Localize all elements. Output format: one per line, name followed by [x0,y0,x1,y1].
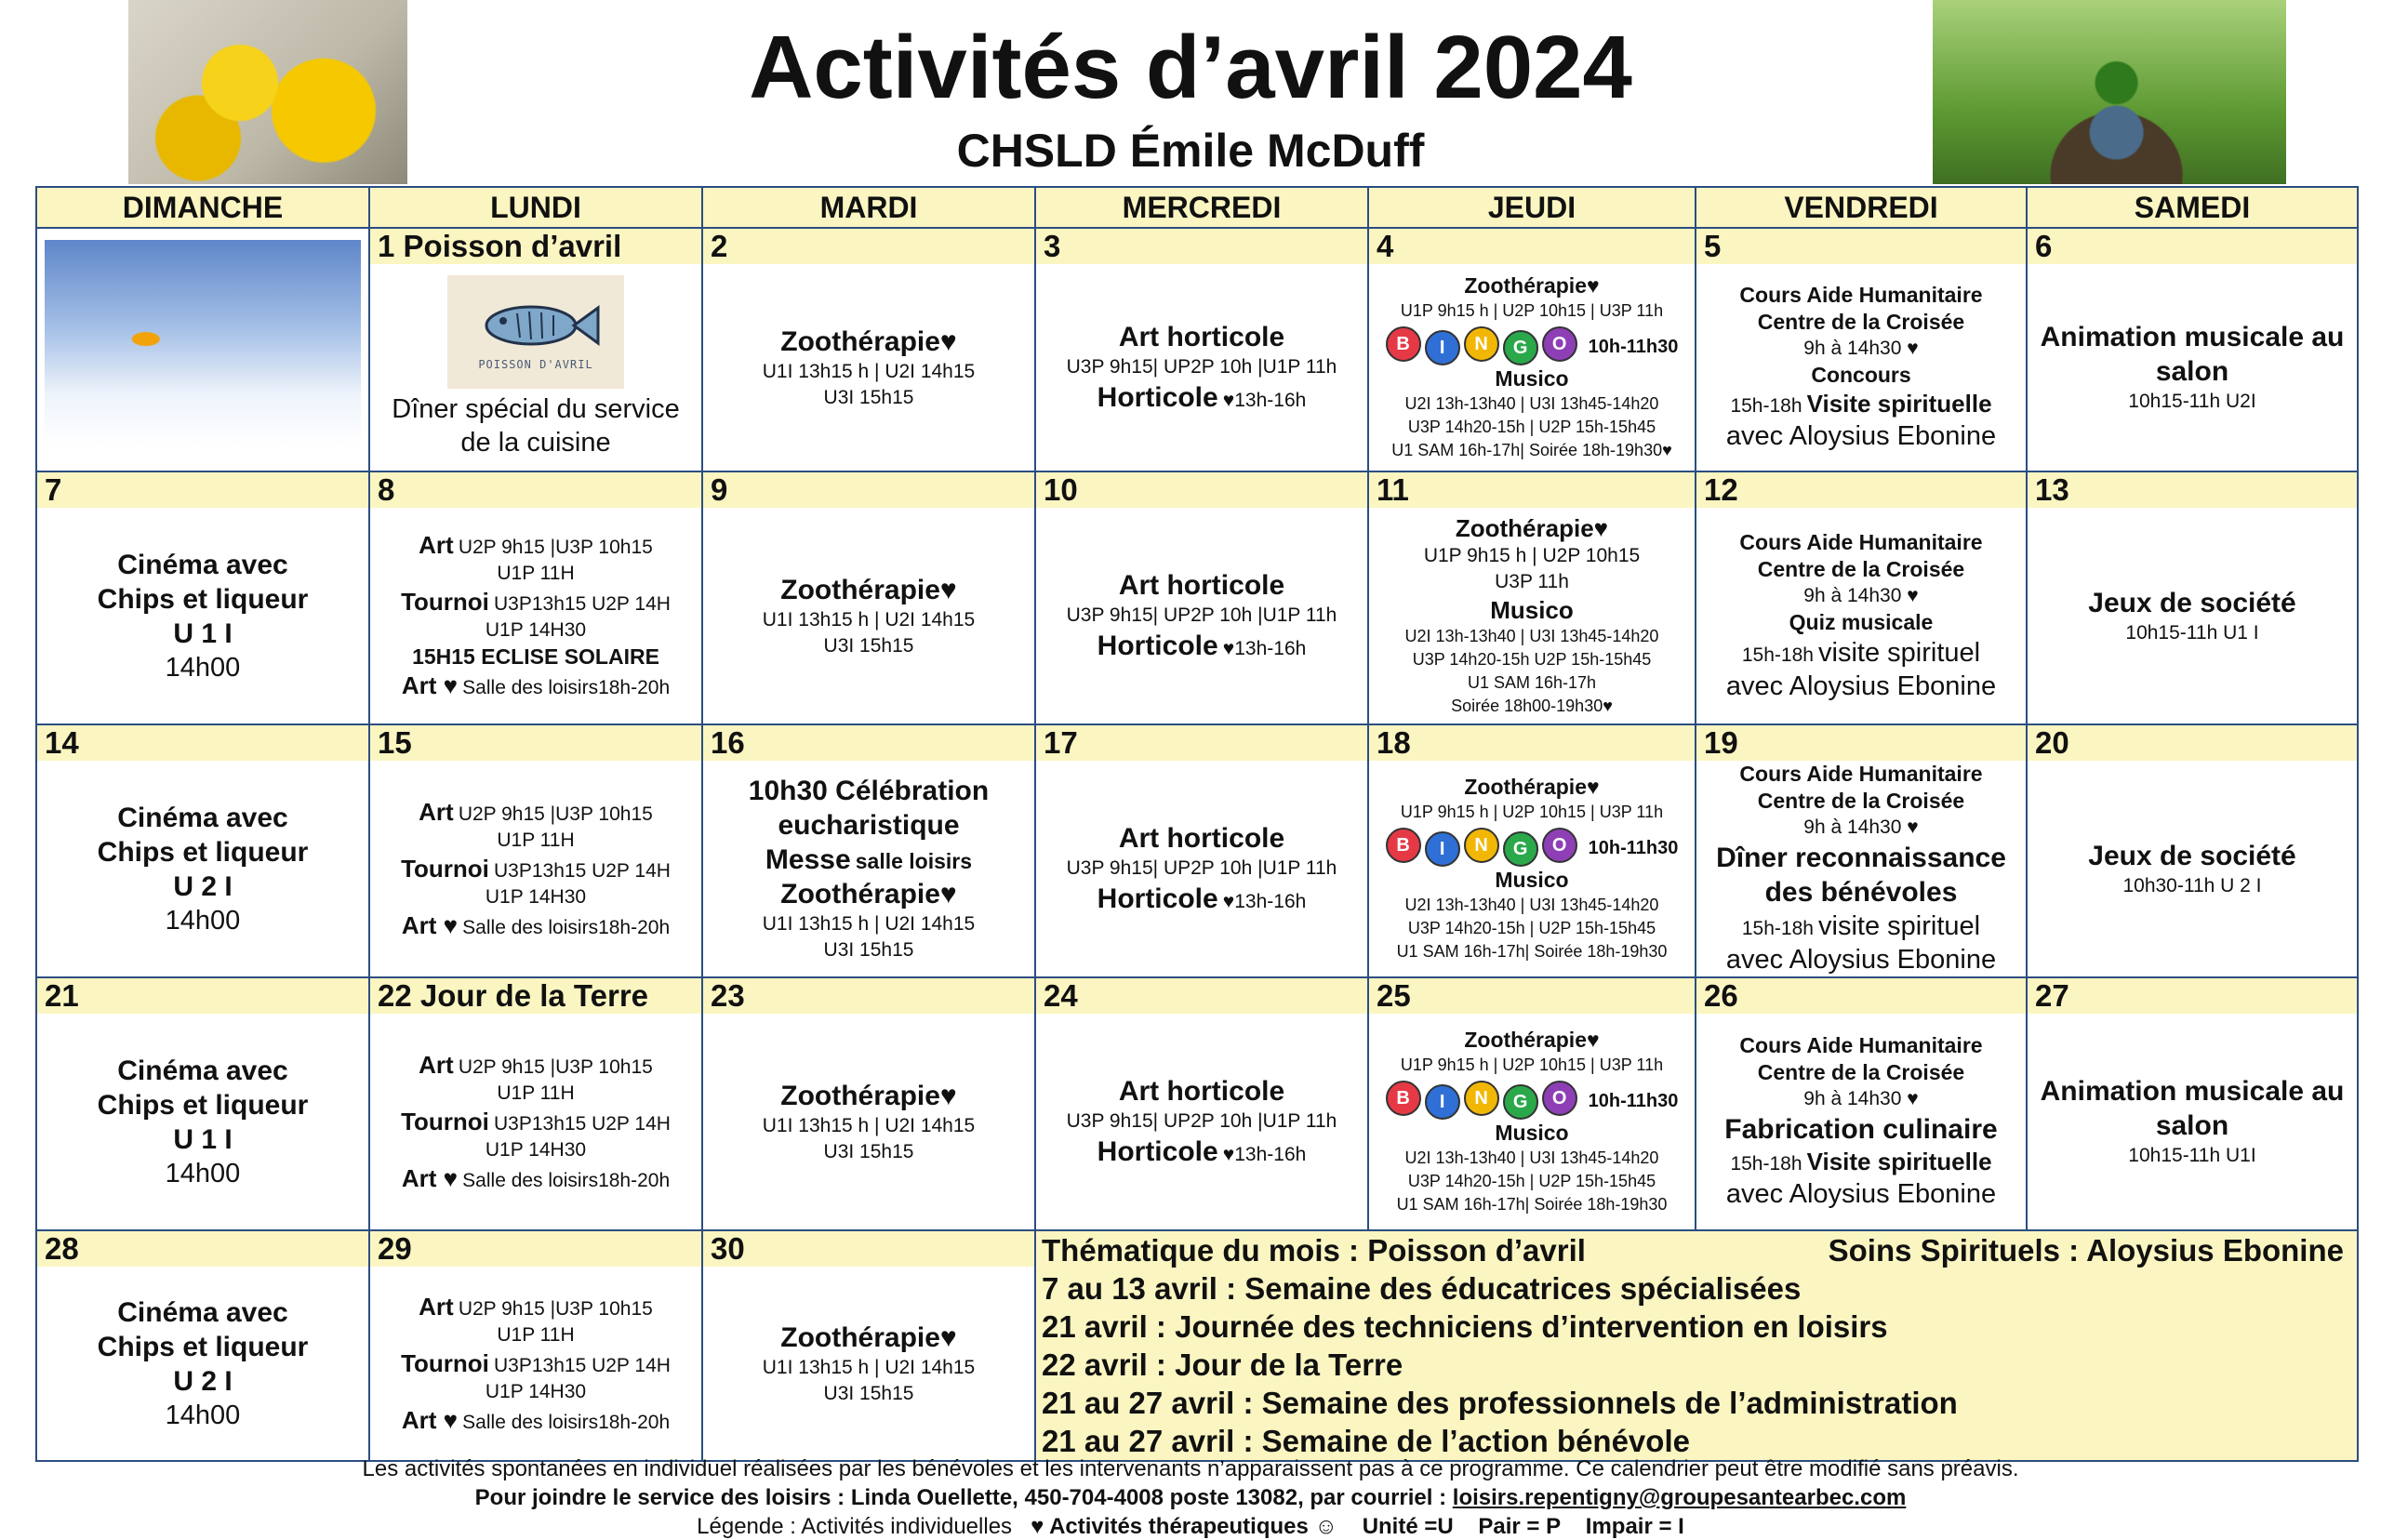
day-cell-8 [369,471,702,724]
cinema-title: Cinéma avec [117,1296,288,1328]
email-link[interactable]: loisirs.repentigny@groupesantearbec.com [1452,1485,1907,1510]
horticole-times: U3P 9h15| UP2P 10h |U1P 11h [1066,356,1337,378]
day-number: 3 [1036,229,1367,264]
art-place: Salle des loisirs18h-20h [462,677,671,698]
horticole-title: Horticole [1097,382,1218,413]
aide-title: Cours Aide Humanitaire [1739,762,1983,786]
animation-title: salon [2155,1110,2229,1141]
musico-times: U1 SAM 16h-17h| Soirée 18h-19h30♥ [1391,441,1672,459]
cinema-title: Chips et liqueur [97,1089,309,1121]
zootherapie-title: Zoothérapie♥ [1464,775,1600,799]
horticole-time: ♥13h-16h [1222,390,1307,411]
art-times: U1P 11H [497,1082,575,1104]
tournoi-title: Tournoi [401,588,489,616]
day-number: 23 [703,978,1034,1014]
week-row-2 [36,471,2358,724]
art-title: Art [419,1292,454,1321]
zoo-times: U1I 13h15 h | U2I 14h15 [762,360,976,382]
weekday-header: MERCREDI [1035,187,1368,228]
day-cell-15 [369,724,702,977]
cinema-unit: U 2 I [173,1365,233,1397]
zoo-times: U1I 13h15 h | U2I 14h15 [762,1356,976,1378]
day-cell-21 [36,977,369,1230]
day-cell-10 [1035,471,1368,724]
day-number: 7 [37,472,368,508]
day-cell-19 [1696,724,2027,977]
art-times: U1P 11H [497,563,575,584]
theme-of-month: Thématique du mois : Poisson d’avril [1042,1233,1586,1268]
weekday-header: VENDREDI [1696,187,2027,228]
art-place: Salle des loisirs18h-20h [462,916,671,938]
aide-place: Centre de la Croisée [1757,789,1965,813]
zoo-times: U3I 15h15 [823,939,914,961]
cinema-title: Chips et liqueur [97,1331,309,1362]
aide-title: Cours Aide Humanitaire [1739,529,1983,554]
quiz-title: Quiz musicale [1789,609,1934,634]
day-number: 27 [2028,978,2357,1014]
bingo-ball: I [1425,330,1460,365]
day-cell-20 [2027,724,2358,977]
zoo-times: U3P 11h [1495,571,1569,592]
horticole-times: U3P 9h15| UP2P 10h |U1P 11h [1066,604,1337,626]
art-horticole-title: Art horticole [1118,823,1285,854]
day-cell-5 [1696,228,2027,471]
footer-contact-text: Pour joindre le service des loisirs : Linda Ouellette, 450-704-4008 poste 13082, par courriel : [474,1485,1453,1510]
bingo-ball: G [1503,831,1538,867]
musico-times: U3P 14h20-15h | U2P 15h-15h45 [1407,1172,1656,1190]
note-line: 21 au 27 avril : Semaine des professionnels de l’administration [1042,1386,1958,1420]
day-number: 15 [370,725,701,761]
day-cell-30 [702,1230,1035,1461]
aide-title: Cours Aide Humanitaire [1739,283,1983,307]
cinema-time: 14h00 [165,1158,241,1188]
day-number: 29 [370,1231,701,1267]
day-cell-18 [1368,724,1696,977]
aide-time: 9h à 14h30 ♥ [1803,338,1919,359]
art-title: Art [419,531,454,559]
weekday-header-row [36,187,2358,228]
day-cell-16 [702,724,1035,977]
musico-times: U2I 13h-13h40 | U3I 13h45-14h20 [1404,1148,1659,1167]
art-horticole-title: Art horticole [1118,322,1285,352]
aloysius-line: avec Aloysius Ebonine [1725,1179,1997,1209]
art-horticole-title: Art horticole [1118,570,1285,601]
musico-times: U3P 14h20-15h U2P 15h-15h45 [1412,650,1652,669]
day-cell-26 [1696,977,2027,1230]
diner-line: Dîner spécial du service [392,394,680,424]
day-cell-9 [702,471,1035,724]
art-horticole-title: Art horticole [1118,1076,1285,1107]
cinema-unit: U 1 I [173,617,233,649]
jeux-time: 10h15-11h U1 I [2125,621,2259,644]
zootherapie-title: Zoothérapie♥ [1464,273,1600,298]
day-number: 20 [2028,725,2357,761]
messe-place: salle loisirs [855,849,973,873]
day-cell-24 [1035,977,1368,1230]
cinema-title: Cinéma avec [117,802,288,833]
bingo-ball: N [1464,1081,1499,1116]
cinema-title: Chips et liqueur [97,836,309,868]
musico-times: U3P 14h20-15h | U2P 15h-15h45 [1407,418,1656,436]
week-row-1 [36,228,2358,471]
cinema-unit: U 1 I [173,1123,233,1155]
bingo-ball: N [1464,326,1499,362]
musico-times: U1 SAM 16h-17h [1467,673,1597,692]
bingo-ball: B [1386,828,1421,863]
zootherapie-title: Zoothérapie♥ [780,1321,957,1353]
tournoi-title: Tournoi [401,1107,489,1135]
notes-panel [1035,1230,2358,1461]
visite-title: visite spirituel [1818,637,1981,668]
celebration-title: 10h30 Célébration [748,776,990,806]
celebration-title: eucharistique [778,810,960,841]
zoo-times: U3I 15h15 [823,386,914,408]
theme-row [1036,1231,2357,1269]
weekday-header: SAMEDI [2027,187,2358,228]
art-therapy-title: Art ♥ [401,1405,459,1434]
zootherapie-title: Zoothérapie♥ [780,1080,957,1111]
cinema-title: Cinéma avec [117,549,288,580]
animation-time: 10h15-11h U1I [2128,1145,2256,1166]
day-cell-17 [1035,724,1368,977]
musico-times: Soirée 18h00-19h30♥ [1451,697,1613,715]
day-cell-7 [36,471,369,724]
bingo-ball: B [1386,326,1421,362]
tournoi-times: U1P 14H30 [485,1380,587,1402]
tournoi-title: Tournoi [401,854,489,883]
footer-contact [0,1485,2381,1511]
zootherapie-title: Zoothérapie♥ [1455,514,1609,542]
jeux-title: Jeux de société [2088,840,2296,871]
tournoi-title: Tournoi [401,1348,489,1377]
day-cell-2 [702,228,1035,471]
bingo-balls [1386,1077,1679,1120]
art-therapy-title: Art ♥ [401,671,459,699]
day-cell-14 [36,724,369,977]
animation-time: 10h15-11h U2I [2128,391,2256,412]
legend-individuelles: Légende : Activités individuelles [697,1514,1013,1539]
visite-title: Visite spirituelle [1806,390,1992,418]
musico-times: U2I 13h-13h40 | U3I 13h45-14h20 [1404,896,1659,914]
footer-disclaimer: Les activités spontanées en individuel réalisées par les bénévoles et les intervenants n’apparaissent pas à ce programme. Ce calendrier peut être modifié sans préavis. [362,1456,2019,1481]
tournoi-times: U3P13h15 U2P 14H [494,593,671,615]
horticole-title: Horticole [1097,1136,1218,1167]
day-number: 2 [703,229,1034,264]
day-number: 13 [2028,472,2357,508]
bingo-ball: B [1386,1081,1421,1116]
concours-title: Concours [1811,363,1911,387]
horticole-time: ♥13h-16h [1222,638,1307,659]
weekday-header: MARDI [702,187,1035,228]
bingo-ball: I [1425,1084,1460,1120]
tournoi-times: U3P13h15 U2P 14H [494,1354,671,1376]
week-row-3 [36,724,2358,977]
art-times: U2P 9h15 |U3P 10h15 [458,1055,653,1078]
footer-legend [0,1514,2381,1540]
animation-title: Animation musicale au [2040,1076,2345,1107]
diner-benevoles-title: des bénévoles [1764,877,1958,908]
note-line: 22 avril : Jour de la Terre [1042,1348,1403,1382]
day-number: 22 Jour de la Terre [370,978,701,1014]
musico-times: U1 SAM 16h-17h| Soirée 18h-19h30 [1396,942,1668,961]
day-cell-empty [36,228,369,471]
day-number: 21 [37,978,368,1014]
day-number: 17 [1036,725,1367,761]
day-number: 19 [1696,725,2026,761]
day-cell-12 [1696,471,2027,724]
day-cell-11 [1368,471,1696,724]
zootherapie-title: Zoothérapie♥ [780,574,957,605]
horticole-title: Horticole [1097,631,1218,661]
aide-time: 9h à 14h30 ♥ [1803,816,1919,838]
eclipse-line: 15H15 ECLISE SOLAIRE [412,644,659,669]
jeux-title: Jeux de société [2088,587,2296,618]
visite-time: 15h-18h [1730,1153,1802,1175]
bingo-balls [1386,824,1679,867]
aloysius-line: avec Aloysius Ebonine [1725,421,1997,451]
weekday-header: DIMANCHE [36,187,369,228]
horticole-times: U3P 9h15| UP2P 10h |U1P 11h [1066,857,1337,879]
bingo-ball: O [1542,1081,1577,1116]
zoo-times: U1P 9h15 h | U2P 10h15 | U3P 11h [1400,301,1664,320]
week-row-5 [36,1230,2358,1461]
cinema-title: Chips et liqueur [97,583,309,615]
diner-line: de la cuisine [460,428,611,458]
musico-times: U1 SAM 16h-17h| Soirée 18h-19h30 [1396,1195,1668,1214]
bingo-balls [1386,323,1679,365]
musico-times: U2I 13h-13h40 | U3I 13h45-14h20 [1404,627,1659,645]
day-cell-4 [1368,228,1696,471]
day-number: 26 [1696,978,2026,1014]
weekday-header: LUNDI [369,187,702,228]
tournoi-times: U1P 14H30 [485,1138,587,1161]
cinema-title: Cinéma avec [117,1055,288,1086]
bingo-ball: G [1503,330,1538,365]
cinema-time: 14h00 [165,652,241,683]
day-number: 9 [703,472,1034,508]
day-cell-3 [1035,228,1368,471]
horticole-times: U3P 9h15| UP2P 10h |U1P 11h [1066,1110,1337,1132]
art-therapy-title: Art ♥ [401,1163,459,1192]
legend-therapeutiques: ♥ Activités thérapeutiques ☺ [1031,1514,1338,1539]
zootherapie-title: Zoothérapie♥ [780,879,957,909]
aide-place: Centre de la Croisée [1757,310,1965,334]
day-number: 18 [1369,725,1695,761]
animation-title: salon [2155,356,2229,387]
day-number: 24 [1036,978,1367,1014]
weekday-header: JEUDI [1368,187,1696,228]
zoo-times: U1P 9h15 h | U2P 10h15 | U3P 11h [1400,803,1664,821]
art-times: U2P 9h15 |U3P 10h15 [458,803,653,825]
bingo-time: 10h-11h30 [1588,336,1679,357]
art-therapy-title: Art ♥ [401,910,459,939]
bingo-ball: O [1542,326,1577,362]
musico-title: Musico [1495,868,1569,892]
day-number: 5 [1696,229,2026,264]
fish-icon [466,293,605,358]
musico-times: U3P 14h20-15h | U2P 15h-15h45 [1407,919,1656,937]
aide-title: Cours Aide Humanitaire [1739,1033,1983,1057]
day-cell-29 [369,1230,702,1461]
art-place: Salle des loisirs18h-20h [462,1411,671,1433]
aide-place: Centre de la Croisée [1757,1060,1965,1084]
day-cell-1 [369,228,702,471]
zootherapie-title: Zoothérapie♥ [1464,1028,1600,1052]
horticole-title: Horticole [1097,883,1218,914]
diner-benevoles-title: Dîner reconnaissance [1716,843,2006,873]
aide-time: 9h à 14h30 ♥ [1803,584,1919,606]
cinema-time: 14h00 [165,1400,241,1430]
zoo-times: U3I 15h15 [823,1382,914,1404]
day-number: 16 [703,725,1034,761]
day-cell-13 [2027,471,2358,724]
zootherapie-title: Zoothérapie♥ [780,325,957,357]
bingo-ball: G [1503,1084,1538,1120]
visite-title: Visite spirituelle [1806,1148,1992,1175]
day-number: 10 [1036,472,1367,508]
aide-place: Centre de la Croisée [1757,556,1965,581]
messe-title: Messe [765,844,851,875]
day-cell-23 [702,977,1035,1230]
note-line: 21 avril : Journée des techniciens d’intervention en loisirs [1042,1309,1888,1344]
zoo-times: U3I 15h15 [823,634,914,657]
soins-spirituels: Soins Spirituels : Aloysius Ebonine [1828,1233,2344,1268]
art-title: Art [419,1050,454,1079]
bingo-ball: I [1425,831,1460,867]
bingo-ball: O [1542,828,1577,863]
day-number: 1 Poisson d’avril [370,229,701,264]
zoo-times: U3I 15h15 [823,1140,914,1162]
horticole-time: ♥13h-16h [1222,891,1307,912]
day-cell-6 [2027,228,2358,471]
day-cell-25 [1368,977,1696,1230]
day-cell-22 [369,977,702,1230]
visite-time: 15h-18h [1741,918,1814,939]
zoo-times: U1P 9h15 h | U2P 10h15 [1423,545,1641,566]
zoo-times: U1I 13h15 h | U2I 14h15 [762,1114,976,1136]
horticole-time: ♥13h-16h [1222,1144,1307,1165]
day-number: 28 [37,1231,368,1267]
legend-impair: Impair = I [1585,1514,1684,1539]
day-cell-27 [2027,977,2358,1230]
art-title: Art [419,797,454,826]
visite-time: 15h-18h [1741,644,1814,666]
musico-title: Musico [1495,1121,1569,1145]
jeux-time: 10h30-11h U 2 I [2122,874,2262,896]
art-times: U2P 9h15 |U3P 10h15 [458,1297,653,1320]
cinema-time: 14h00 [165,905,241,936]
week-row-4 [36,977,2358,1230]
day-number: 12 [1696,472,2026,508]
zoo-times: U1I 13h15 h | U2I 14h15 [762,913,976,935]
art-times: U2P 9h15 |U3P 10h15 [458,537,653,558]
page-title: Activités d’avril 2024 [749,18,1632,117]
aide-time: 9h à 14h30 ♥ [1803,1088,1919,1109]
note-line: 7 au 13 avril : Semaine des éducatrices spécialisées [1042,1271,1802,1306]
tournoi-times: U3P13h15 U2P 14H [494,1112,671,1135]
crocus-snow-photo [45,240,361,446]
day-cell-28 [36,1230,369,1461]
art-times: U1P 11H [497,829,575,851]
day-number: 8 [370,472,701,508]
bingo-ball: N [1464,828,1499,863]
day-number: 14 [37,725,368,761]
bingo-time: 10h-11h30 [1588,1090,1679,1111]
zoo-times: U1P 9h15 h | U2P 10h15 | U3P 11h [1400,1055,1664,1074]
tournoi-times: U1P 14H30 [485,619,587,641]
cinema-unit: U 2 I [173,870,233,902]
poisson-avril-fish-logo [447,275,624,389]
fabrication-title: Fabrication culinaire [1724,1114,1998,1145]
poisson-logo-text: POISSON D'AVRIL [478,358,593,371]
note-line: 21 au 27 avril : Semaine de l’action bénévole [1042,1424,1690,1458]
animation-title: Animation musicale au [2040,322,2345,352]
art-times: U1P 11H [497,1323,575,1346]
calendar-table [35,186,2359,1462]
aloysius-line: avec Aloysius Ebonine [1725,945,1997,975]
legend-unite: Unité =U [1362,1514,1454,1539]
day-number: 11 [1369,472,1695,508]
tournoi-times: U1P 14H30 [485,885,587,908]
aloysius-line: avec Aloysius Ebonine [1725,670,1997,701]
day-number: 4 [1369,229,1695,264]
day-number: 25 [1369,978,1695,1014]
musico-title: Musico [1495,366,1569,391]
day-number: 6 [2028,229,2357,264]
bingo-time: 10h-11h30 [1588,837,1679,858]
legend-pair: Pair = P [1478,1514,1562,1539]
musico-times: U2I 13h-13h40 | U3I 13h45-14h20 [1404,394,1659,413]
visite-time: 15h-18h [1730,395,1802,417]
zoo-times: U1I 13h15 h | U2I 14h15 [762,608,976,631]
art-place: Salle des loisirs18h-20h [462,1169,671,1191]
musico-title: Musico [1490,596,1574,624]
day-number: 30 [703,1231,1034,1267]
visite-title: visite spirituel [1818,911,1981,941]
tournoi-times: U3P13h15 U2P 14H [494,859,671,882]
page-subtitle: CHSLD Émile McDuff [956,125,1425,177]
